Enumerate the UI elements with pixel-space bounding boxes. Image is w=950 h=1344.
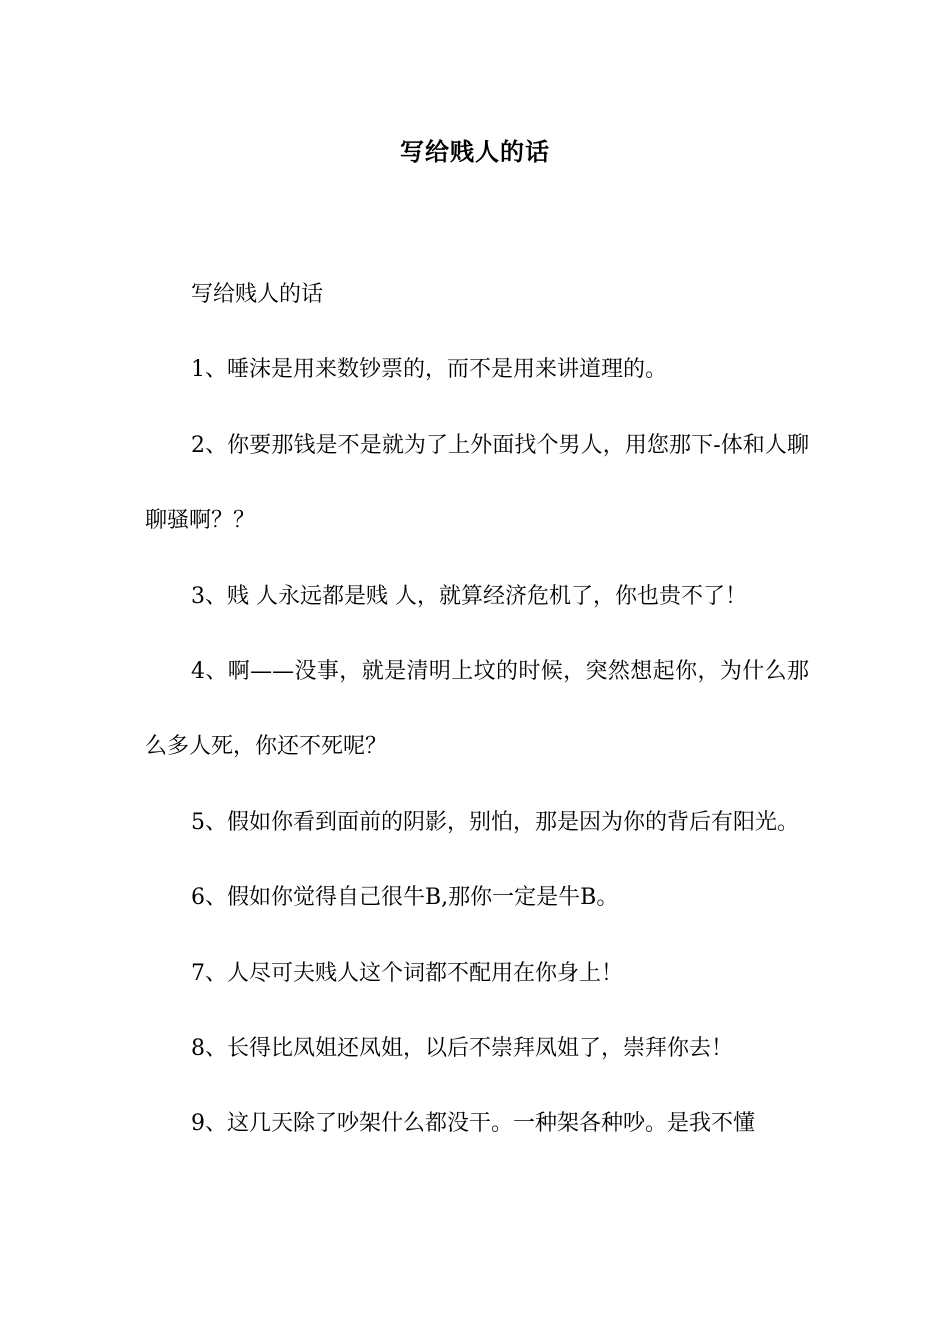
paragraph-item-5: 5、假如你看到面前的阴影，别怕，那是因为你的背后有阳光。 xyxy=(191,809,799,835)
paragraph-subtitle: 写给贱人的话 xyxy=(191,282,324,307)
paragraph-item-3: 3、贱 人永远都是贱 人，就算经济危机了，你也贵不了！ xyxy=(191,583,747,609)
document-title: 写给贱人的话 xyxy=(400,138,550,166)
paragraph-item-8: 8、长得比凤姐还凤姐，以后不崇拜凤姐了，崇拜你去！ xyxy=(191,1036,733,1062)
paragraph-item-7: 7、人尽可夫贱人这个词都不配用在你身上！ xyxy=(191,960,623,986)
paragraph-item-4: 4、啊——没事，就是清明上坟的时候，突然想起你，为什么那么多人死，你还不死呢？ xyxy=(145,659,809,760)
paragraph-item-9: 9、这几天除了吵架什么都没干。一种架各种吵。是我不懂 xyxy=(191,1111,755,1137)
paragraph-item-6: 6、假如你觉得自己很牛B,那你一定是牛B。 xyxy=(191,885,619,911)
paragraph-item-1: 1、唾沫是用来数钞票的，而不是用来讲道理的。 xyxy=(191,357,667,383)
document-body xyxy=(145,257,809,1162)
paragraph-item-2: 2、你要那钱是不是就为了上外面找个男人，用您那下-体和人聊聊骚啊？？ xyxy=(145,432,809,534)
